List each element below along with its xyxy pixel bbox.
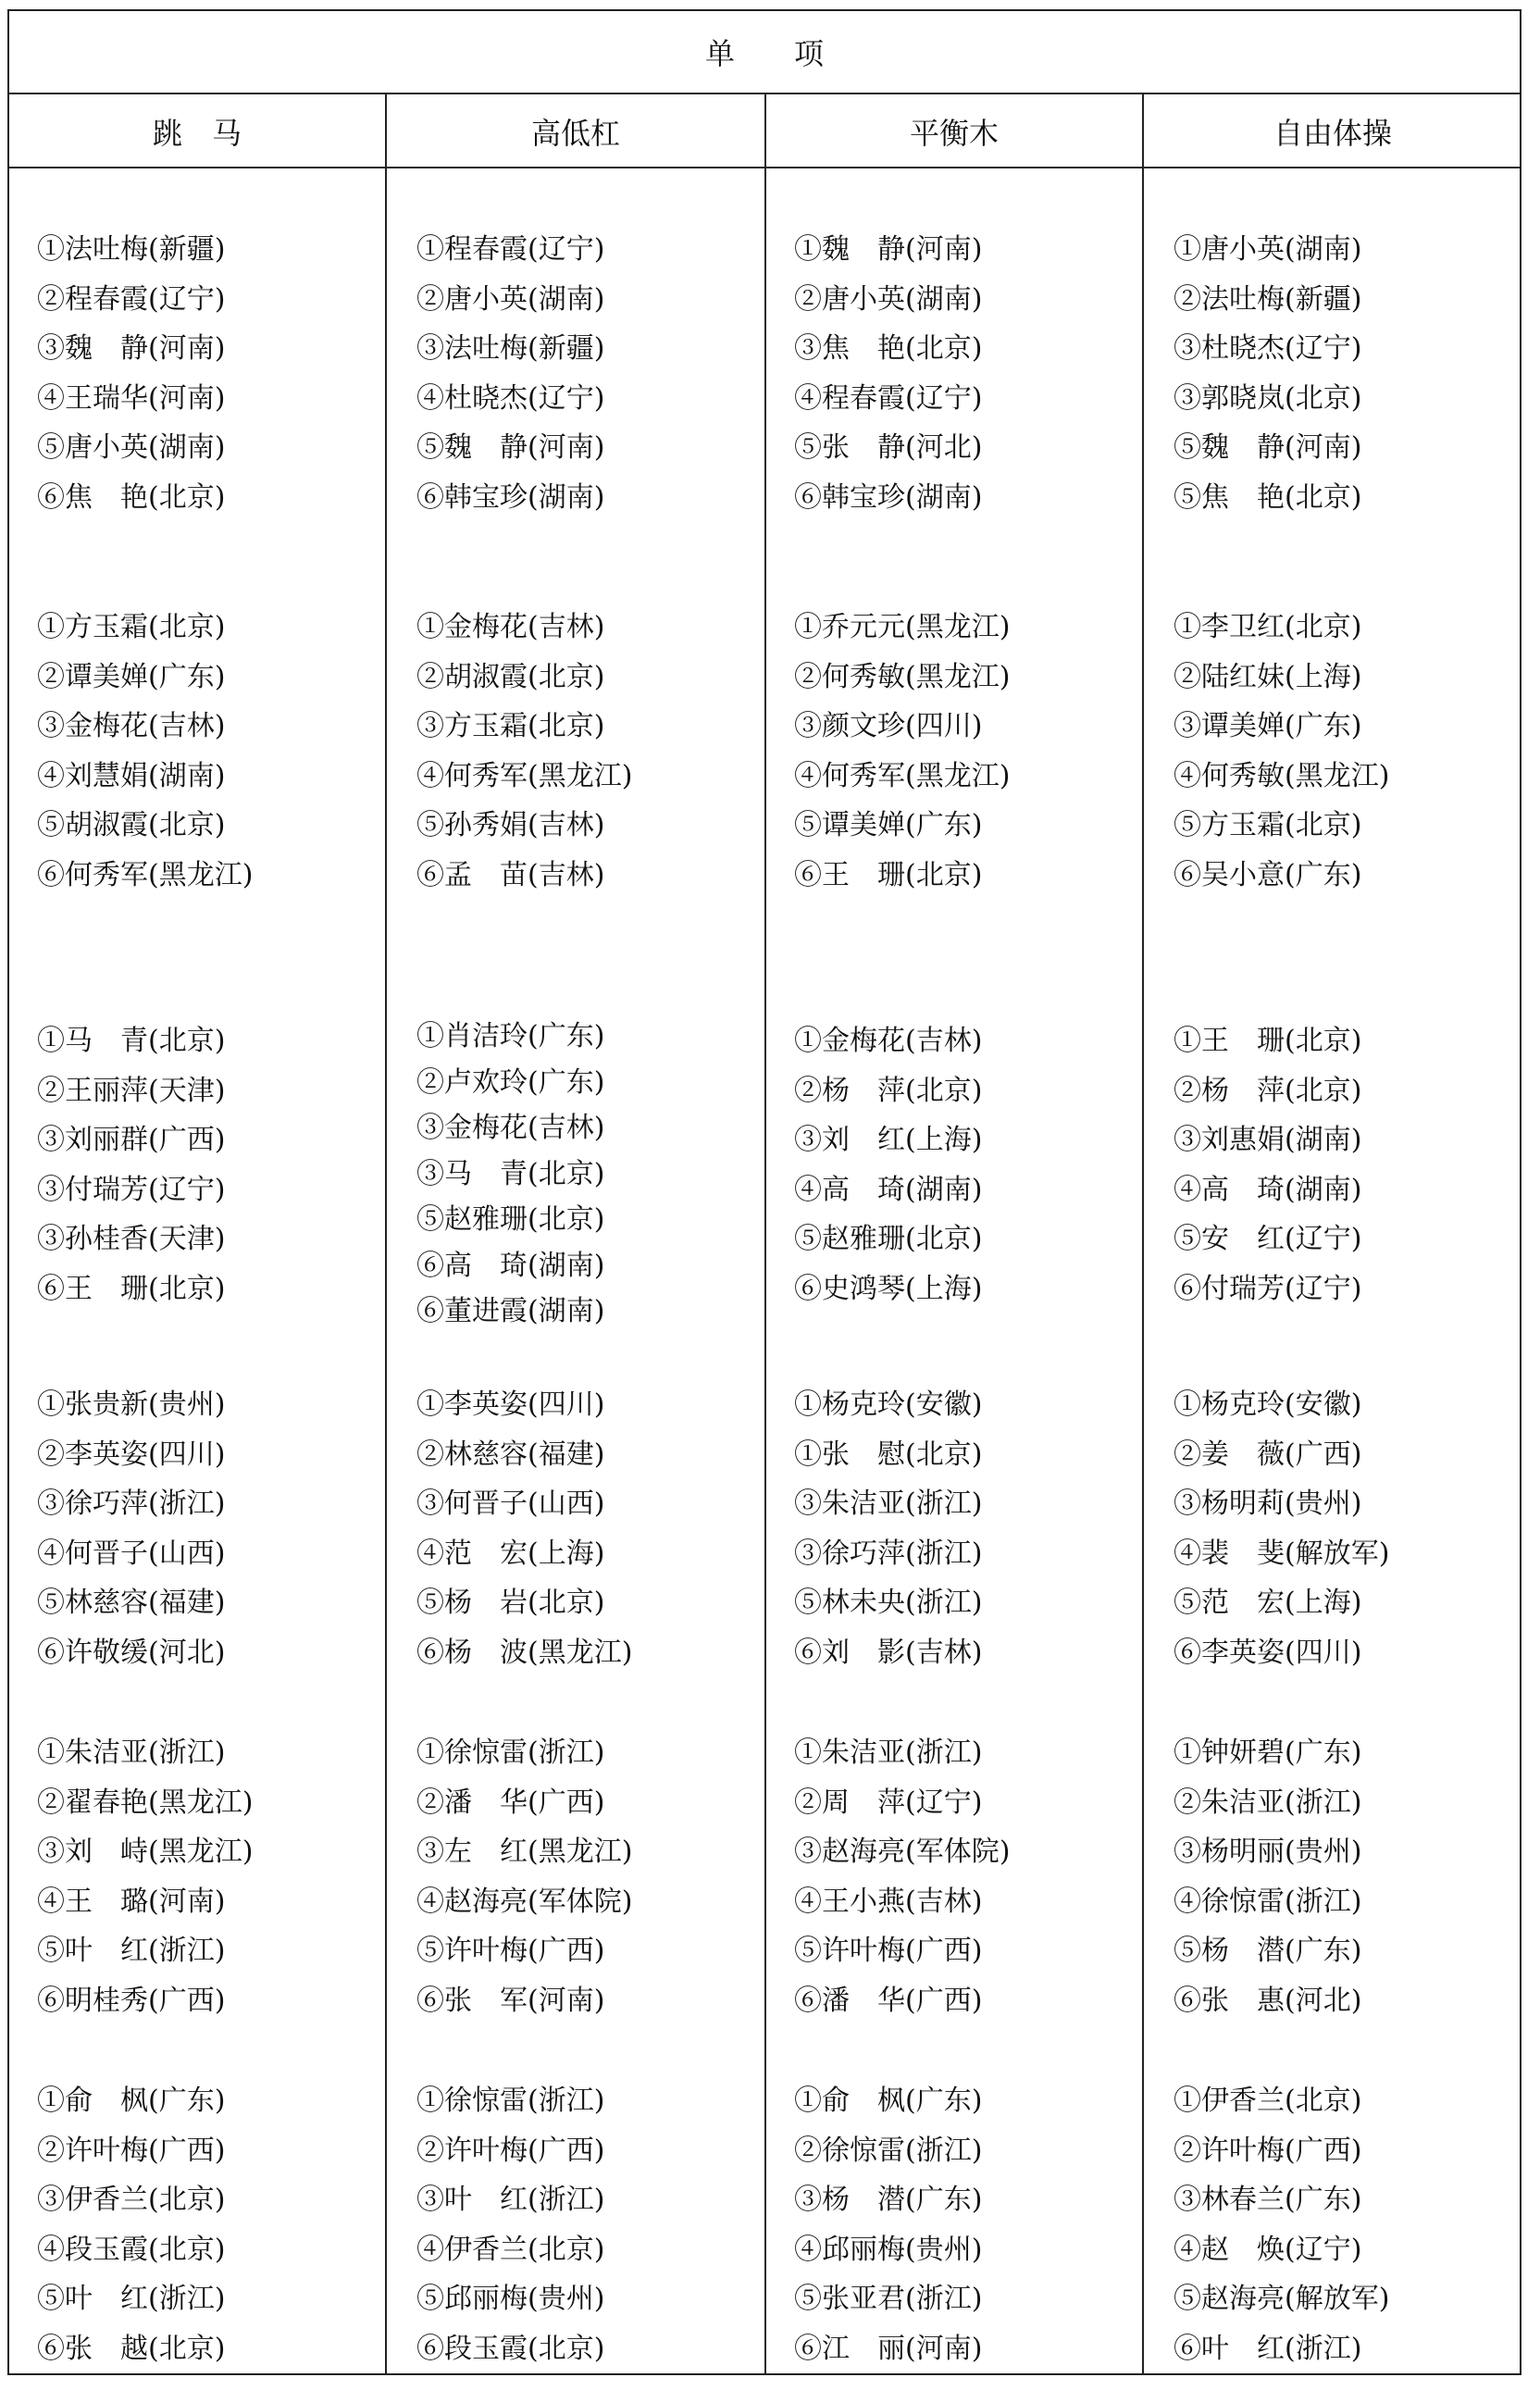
result-entry: ⑥张 惠(河北) — [1174, 1984, 1362, 2017]
result-entry: ⑥潘 华(广西) — [794, 1984, 983, 2017]
result-entry: ⑤谭美婵(广东) — [794, 809, 983, 841]
result-entry: ⑤林未央(浙江) — [794, 1587, 983, 1619]
result-entry: ④何秀敏(黑龙江) — [1174, 759, 1390, 792]
result-entry: ①法吐梅(新疆) — [37, 233, 226, 266]
result-entry: ⑥吴小意(广东) — [1174, 858, 1362, 891]
result-entry: ④段玉霞(北京) — [37, 2233, 226, 2266]
column-header-vault: 跳 马 — [152, 116, 242, 151]
result-entry: ①乔元元(黑龙江) — [794, 611, 1011, 643]
column-divider — [764, 94, 766, 2373]
result-entry: ⑤许叶梅(广西) — [794, 1935, 983, 1967]
result-entry: ③杨明莉(贵州) — [1174, 1488, 1362, 1520]
result-entry: ②许叶梅(广西) — [37, 2134, 226, 2167]
result-entry: ③孙桂香(天津) — [37, 1223, 226, 1255]
result-entry: ③徐巧萍(浙江) — [794, 1537, 983, 1570]
result-entry: ⑤赵雅珊(北京) — [416, 1203, 605, 1236]
result-entry: ③焦 艳(北京) — [794, 332, 983, 365]
result-entry: ⑤许叶梅(广西) — [416, 1935, 605, 1967]
result-entry: ④裴 斐(解放军) — [1174, 1537, 1390, 1570]
result-entry: ③郭晓岚(北京) — [1174, 381, 1362, 415]
result-entry: ③金梅花(吉林) — [416, 1112, 605, 1144]
result-entry: ②唐小英(湖南) — [416, 282, 605, 316]
result-entry: ⑤杨 岩(北京) — [416, 1587, 605, 1619]
result-entry: ③杜晓杰(辽宁) — [1174, 332, 1362, 365]
result-entry: ⑥韩宝珍(湖南) — [794, 480, 983, 514]
result-entry: ⑤杨 潜(广东) — [1174, 1935, 1362, 1967]
result-entry: ⑤林慈容(福建) — [37, 1587, 226, 1619]
result-entry: ⑤赵雅珊(北京) — [794, 1223, 983, 1255]
result-entry: ④高 琦(湖南) — [794, 1173, 983, 1206]
result-entry: ⑤孙秀娟(吉林) — [416, 809, 605, 841]
result-entry: ⑥杨 波(黑龙江) — [416, 1636, 633, 1669]
result-entry: ③林春兰(广东) — [1174, 2184, 1362, 2216]
result-entry: ②程春霞(辽宁) — [37, 282, 226, 316]
result-entry: ①钟妍碧(广东) — [1174, 1736, 1362, 1769]
result-entry: ⑥董进霞(湖南) — [416, 1295, 605, 1327]
result-entry: ①马 青(北京) — [37, 1025, 226, 1057]
result-entry: ①徐惊雷(浙江) — [416, 2085, 605, 2117]
result-entry: ⑥韩宝珍(湖南) — [416, 480, 605, 514]
result-entry: ⑥孟 苗(吉林) — [416, 858, 605, 891]
result-entry: ⑤叶 红(浙江) — [37, 2283, 226, 2315]
result-entry: ⑥王 珊(北京) — [794, 858, 983, 891]
result-entry: ②谭美婵(广东) — [37, 660, 226, 693]
result-entry: ①金梅花(吉林) — [416, 611, 605, 643]
result-entry: ①伊香兰(北京) — [1174, 2085, 1362, 2117]
results-table — [7, 9, 1521, 2375]
result-entry: ③谭美婵(广东) — [1174, 710, 1362, 742]
result-entry: ③徐巧萍(浙江) — [37, 1488, 226, 1520]
result-entry: ②许叶梅(广西) — [416, 2134, 605, 2167]
result-entry: ①杨克玲(安徽) — [1174, 1388, 1362, 1421]
result-entry: ②徐惊雷(浙江) — [794, 2134, 983, 2167]
result-entry: ①程春霞(辽宁) — [416, 233, 605, 266]
result-entry: ③朱洁亚(浙江) — [794, 1488, 983, 1520]
result-entry: ④杜晓杰(辽宁) — [416, 381, 605, 415]
result-entry: ①张贵新(贵州) — [37, 1388, 226, 1421]
result-entry: ⑥史鸿琴(上海) — [794, 1272, 983, 1305]
result-entry: ①王 珊(北京) — [1174, 1025, 1362, 1057]
result-entry: ③刘丽群(广西) — [37, 1124, 226, 1156]
result-entry: ⑥段玉霞(北京) — [416, 2332, 605, 2365]
result-entry: ⑤魏 静(河南) — [1174, 431, 1362, 464]
result-entry: ⑤方玉霜(北京) — [1174, 809, 1362, 841]
result-entry: ⑥刘 影(吉林) — [794, 1636, 983, 1669]
result-entry: ①杨克玲(安徽) — [794, 1388, 983, 1421]
result-entry: ②许叶梅(广西) — [1174, 2134, 1362, 2167]
result-entry: ⑤安 红(辽宁) — [1174, 1223, 1362, 1255]
result-entry: ⑤邱丽梅(贵州) — [416, 2283, 605, 2315]
result-entry: ②何秀敏(黑龙江) — [794, 660, 1011, 693]
result-entry: ⑥许敬缓(河北) — [37, 1636, 226, 1669]
result-entry: ⑤叶 红(浙江) — [37, 1935, 226, 1967]
result-entry: ①俞 枫(广东) — [794, 2085, 983, 2117]
result-entry: ④何秀军(黑龙江) — [416, 759, 633, 792]
result-entry: ⑤胡淑霞(北京) — [37, 809, 226, 841]
result-entry: ④徐惊雷(浙江) — [1174, 1885, 1362, 1918]
result-entry: ②潘 华(广西) — [416, 1786, 605, 1819]
result-entry: ①方玉霜(北京) — [37, 611, 226, 643]
result-entry: ①朱洁亚(浙江) — [794, 1736, 983, 1769]
result-entry: ②李英姿(四川) — [37, 1438, 226, 1471]
column-divider — [385, 94, 387, 2373]
result-entry: ⑥焦 艳(北京) — [37, 480, 226, 514]
result-entry: ④伊香兰(北京) — [416, 2233, 605, 2266]
result-entry: ③杨明丽(贵州) — [1174, 1836, 1362, 1868]
result-entry: ⑤张 静(河北) — [794, 431, 983, 464]
column-header-uneven-bars: 高低杠 — [530, 116, 620, 151]
result-entry: ⑤范 宏(上海) — [1174, 1587, 1362, 1619]
result-entry: ②林慈容(福建) — [416, 1438, 605, 1471]
result-entry: ②胡淑霞(北京) — [416, 660, 605, 693]
result-entry: ①金梅花(吉林) — [794, 1025, 983, 1057]
result-entry: ②卢欢玲(广东) — [416, 1065, 605, 1099]
result-entry: ⑤魏 静(河南) — [416, 431, 605, 464]
result-entry: ④何秀军(黑龙江) — [794, 759, 1011, 792]
result-entry: ④王小燕(吉林) — [794, 1885, 983, 1918]
result-entry: ③刘 峙(黑龙江) — [37, 1836, 254, 1868]
result-entry: ⑤唐小英(湖南) — [37, 431, 226, 464]
result-entry: ③赵海亮(军体院) — [794, 1836, 1011, 1868]
result-entry: ①魏 静(河南) — [794, 233, 983, 266]
result-entry: ⑥李英姿(四川) — [1174, 1636, 1362, 1669]
result-entry: ②朱洁亚(浙江) — [1174, 1786, 1362, 1819]
result-entry: ①李英姿(四川) — [416, 1388, 605, 1421]
result-entry: ②杨 萍(北京) — [1174, 1074, 1362, 1107]
result-entry: ④邱丽梅(贵州) — [794, 2233, 983, 2266]
result-entry: ⑥付瑞芳(辽宁) — [1174, 1272, 1362, 1305]
result-entry: ③刘 红(上海) — [794, 1124, 983, 1156]
result-entry: ③伊香兰(北京) — [37, 2184, 226, 2216]
result-entry: ⑥张 越(北京) — [37, 2332, 226, 2365]
result-entry: ②翟春艳(黑龙江) — [37, 1786, 254, 1819]
result-entry: ④王 璐(河南) — [37, 1885, 226, 1918]
result-entry: ③刘惠娟(湖南) — [1174, 1124, 1362, 1156]
result-entry: ②法吐梅(新疆) — [1174, 282, 1362, 316]
column-divider — [1142, 94, 1144, 2373]
result-entry: ③马 青(北京) — [416, 1157, 605, 1190]
result-entry: ①张 慰(北京) — [794, 1438, 983, 1471]
result-entry: ①肖洁玲(广东) — [416, 1020, 605, 1052]
result-entry: ④刘慧娟(湖南) — [37, 759, 226, 792]
result-entry: ③付瑞芳(辽宁) — [37, 1173, 226, 1206]
result-entry: ③法吐梅(新疆) — [416, 332, 605, 365]
result-entry: ④范 宏(上海) — [416, 1537, 605, 1570]
result-entry: ③颜文珍(四川) — [794, 710, 983, 742]
result-entry: ①唐小英(湖南) — [1174, 233, 1362, 266]
result-entry: ③方玉霜(北京) — [416, 710, 605, 742]
result-entry: ①徐惊雷(浙江) — [416, 1736, 605, 1769]
result-entry: ②周 萍(辽宁) — [794, 1786, 983, 1819]
column-header-floor-exercise: 自由体操 — [1273, 116, 1392, 151]
result-entry: ①李卫红(北京) — [1174, 611, 1362, 643]
result-entry: ②唐小英(湖南) — [794, 282, 983, 316]
result-entry: ⑥何秀军(黑龙江) — [37, 858, 254, 891]
result-entry: ⑥明桂秀(广西) — [37, 1984, 226, 2017]
result-entry: ④程春霞(辽宁) — [794, 381, 983, 415]
result-entry: ④高 琦(湖南) — [1174, 1173, 1362, 1206]
table-title: 单 项 — [704, 36, 824, 71]
result-entry: ⑥张 军(河南) — [416, 1984, 605, 2017]
result-entry: ⑥王 珊(北京) — [37, 1272, 226, 1305]
result-entry: ④何晋子(山西) — [37, 1537, 226, 1570]
result-entry: ⑤赵海亮(解放军) — [1174, 2283, 1390, 2315]
result-entry: ③金梅花(吉林) — [37, 710, 226, 742]
result-entry: ③左 红(黑龙江) — [416, 1836, 633, 1868]
result-entry: ⑤张亚君(浙江) — [794, 2283, 983, 2315]
result-entry: ②陆红妹(上海) — [1174, 660, 1362, 693]
result-entry: ⑥叶 红(浙江) — [1174, 2332, 1362, 2365]
result-entry: ③杨 潜(广东) — [794, 2184, 983, 2216]
result-entry: ⑥高 琦(湖南) — [416, 1249, 605, 1282]
result-entry: ③何晋子(山西) — [416, 1488, 605, 1520]
column-header-balance-beam: 平衡木 — [909, 116, 999, 151]
result-entry: ④赵海亮(军体院) — [416, 1885, 633, 1918]
result-entry: ④赵 焕(辽宁) — [1174, 2233, 1362, 2266]
result-entry: ①朱洁亚(浙江) — [37, 1736, 226, 1769]
result-entry: ②姜 薇(广西) — [1174, 1438, 1362, 1471]
result-entry: ③魏 静(河南) — [37, 332, 226, 365]
result-entry: ③叶 红(浙江) — [416, 2184, 605, 2216]
result-entry: ②杨 萍(北京) — [794, 1074, 983, 1107]
result-entry: ④王瑞华(河南) — [37, 381, 226, 415]
result-entry: ⑥江 丽(河南) — [794, 2332, 983, 2365]
result-entry: ⑤焦 艳(北京) — [1174, 480, 1362, 514]
result-entry: ②王丽萍(天津) — [37, 1074, 226, 1107]
result-entry: ①俞 枫(广东) — [37, 2085, 226, 2117]
